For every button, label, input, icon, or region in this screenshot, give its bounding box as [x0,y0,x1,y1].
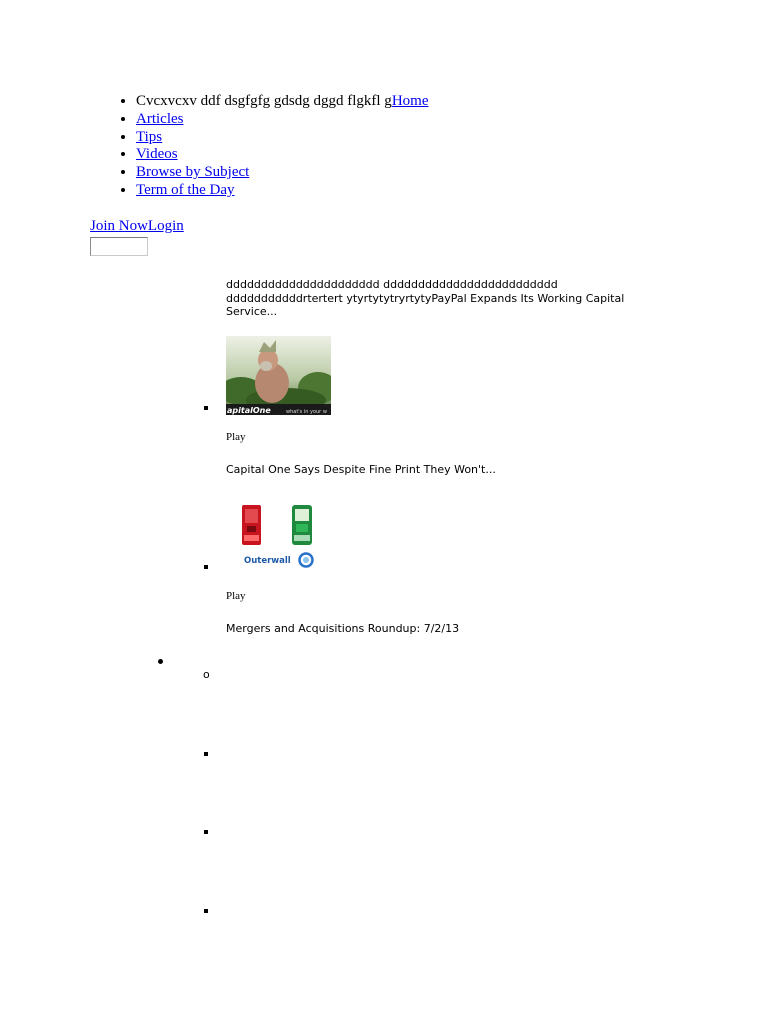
nav-link-videos[interactable]: Videos [136,146,178,163]
thumb-tagline-text: what's in your w [286,409,327,415]
video-play-2[interactable]: Play [226,590,246,602]
thumb-brand-text: Outerwall [244,556,291,566]
capital-one-viking-thumbnail-icon [226,336,331,415]
login-link[interactable]: Login [147,218,184,234]
nav-item-home [136,92,428,110]
auth-links [90,217,184,235]
nav-item-articles [136,110,428,128]
main-nav [136,92,428,199]
list-circle-bullet-icon: o [203,668,210,681]
video-title-2[interactable]: Mergers and Acquisitions Roundup: 7/2/13 [226,622,460,635]
nav-link-home[interactable]: Home [391,93,429,109]
list-bullet-icon [204,565,208,569]
list-bullet-icon [204,830,208,834]
nav-link-tips[interactable]: Tips [136,128,163,145]
video-thumbnail-2[interactable] [226,495,331,574]
nav-link-browse-by-subject[interactable]: Browse by Subject [136,164,250,181]
nav-intro-text: Cvcxvcxv ddf dsgfgfg gdsdg dggd flgkfl g [136,93,392,109]
video-play-1[interactable]: Play [226,431,246,443]
nav-item-tips [136,128,428,146]
nav-link-term-of-the-day[interactable]: Term of the Day [136,181,235,198]
list-bullet-icon [204,406,208,410]
video-title-1[interactable]: Capital One Says Despite Fine Print They Won't... [226,463,496,476]
list-bullet-icon [158,659,163,664]
join-now-link[interactable]: Join Now [90,218,148,234]
nav-item-browse-by-subject [136,163,428,181]
nav-link-articles[interactable]: Articles [136,110,184,127]
video-thumbnail-1[interactable] [226,336,331,415]
thumb-brand-text: apitalOne [227,406,271,415]
outerwall-kiosk-thumbnail-icon [226,495,331,574]
nav-item-videos [136,145,428,163]
list-bullet-icon [204,752,208,756]
nav-item-term-of-the-day [136,181,428,199]
list-bullet-icon [204,909,208,913]
search-input[interactable] [90,237,148,256]
featured-headline[interactable]: dddddddddddddddddddddd ddddddddddddddddddddddddd dddddddddddrtertert ytyrtytytryrtytyPayPal Expands Its Working Capital Service... [226,278,625,318]
